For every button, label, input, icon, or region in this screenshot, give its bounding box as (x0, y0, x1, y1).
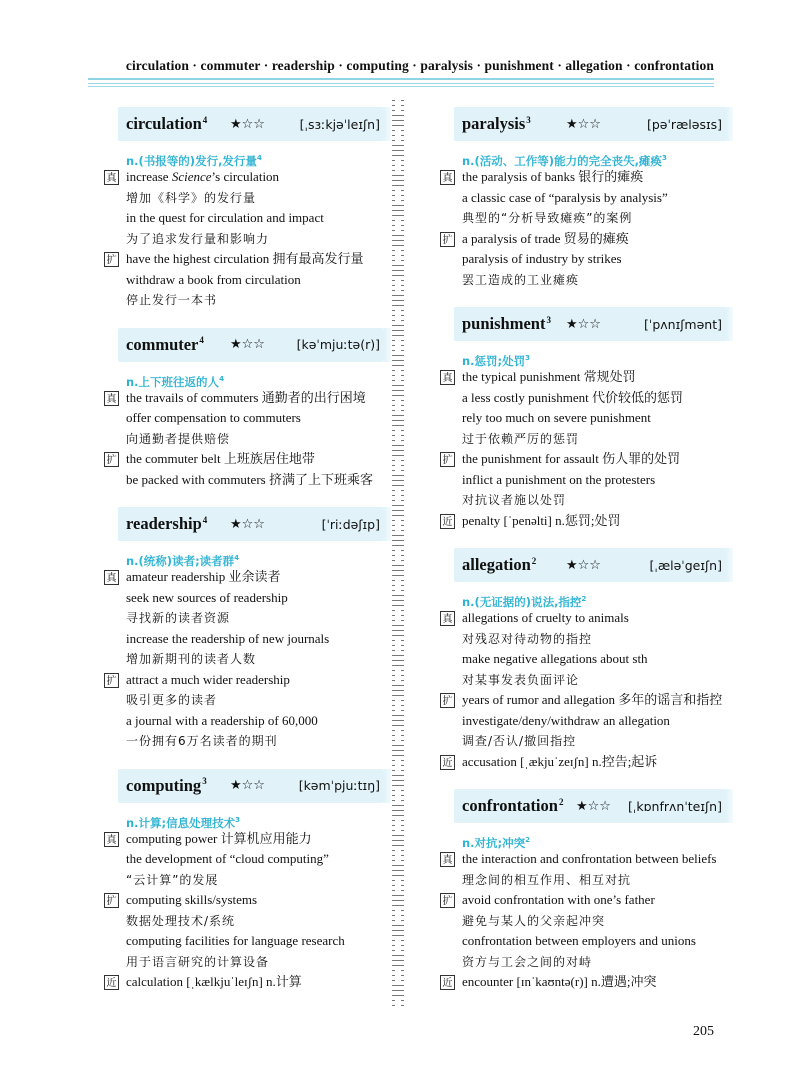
headword-bar (118, 769, 384, 803)
example-line: the development of “cloud computing” (126, 851, 329, 866)
example-line: the travails of commuters 通勤者的出行困境 (126, 389, 366, 405)
star-rating: ★☆☆ (566, 557, 601, 573)
phonetic: [ˈriːdəʃɪp] (321, 516, 380, 532)
near-tag-icon: 近 (440, 975, 455, 990)
frequency-number: 4 (202, 514, 208, 525)
example-line: 增加《科学》的发行量 (126, 190, 257, 205)
frequency-number: 2 (558, 796, 564, 807)
example-line: the interaction and confrontation between beliefs (462, 851, 717, 866)
example-line: 对残忍对待动物的指控 (462, 631, 593, 646)
running-head: circulation · commuter · readership · computing · paralysis · punishment · allegation · confrontation (125, 58, 714, 73)
phonetic: [pəˈræləsɪs] (646, 116, 722, 132)
example-line: 数据处理技术/系统 (126, 913, 236, 928)
headword-bar (454, 789, 726, 823)
example-line: 调查/否认/撤回指控 (462, 734, 577, 748)
frequency-number: 4 (202, 114, 208, 125)
real-tag-icon: 真 (104, 570, 119, 585)
right-column (440, 107, 726, 993)
example-line: paralysis of industry by strikes (462, 251, 622, 266)
extend-tag-icon: 扩 (104, 452, 119, 467)
example-line: years of rumor and allegation 多年的谣言和指控 (462, 692, 723, 707)
star-rating: ★☆☆ (230, 116, 265, 132)
example-line: be packed with commuters 挤满了上下班乘客 (126, 471, 373, 487)
part-of-speech-definition: n.对抗;冲突$^2$ (462, 835, 531, 850)
entry-commuter (104, 328, 384, 491)
entry-punishment (440, 307, 726, 531)
real-tag-icon: 真 (440, 852, 455, 867)
example-line: “云计算”的发展 (126, 872, 219, 887)
frequency-number: 4 (199, 335, 204, 345)
entry-circulation (104, 107, 384, 311)
example-line: 过于依赖严厉的惩罚 (462, 431, 580, 446)
real-tag-icon: 真 (104, 391, 119, 406)
headword-bar (118, 107, 384, 141)
example-line: the commuter belt 上班族居住地带 (126, 451, 315, 466)
headword: paralysis$^3$ (462, 114, 531, 133)
real-tag-icon: 真 (104, 832, 119, 847)
entry-paralysis (440, 107, 726, 290)
entry-readership (104, 507, 384, 752)
near-synonyms (440, 752, 726, 773)
star-rating: ★☆☆ (576, 798, 611, 814)
entry-computing (104, 769, 384, 993)
near-synonyms (440, 972, 726, 993)
star-rating: ★☆☆ (230, 337, 265, 352)
part-of-speech-definition: n.上下班往返的人$^4$ (126, 374, 224, 389)
real-examples (104, 167, 384, 249)
example-line: computing power 计算机应用能力 (126, 830, 312, 846)
example-line: inflict a punishment on the protesters (462, 471, 656, 487)
example-line: 向通勤者提供赔偿 (126, 431, 231, 446)
example-line: computing facilities for language research (126, 933, 345, 948)
extend-tag-icon: 扩 (104, 893, 119, 908)
headword: punishment$^3$ (462, 314, 551, 333)
extended-examples (104, 449, 384, 490)
example-line: confrontation between employers and unions (462, 933, 696, 948)
star-rating: ★☆☆ (566, 316, 601, 332)
example-line: 资方与工会之间的对峙 (462, 954, 593, 969)
example-line: 为了追求发行量和影响力 (126, 231, 270, 246)
extended-examples (440, 690, 726, 752)
example-line: 寻找新的读者资源 (126, 611, 231, 625)
example-line: calculation [ˌkælkjuˈleɪʃn] n.计算 (126, 974, 302, 989)
example-line: the paralysis of banks 银行的瘫痪 (462, 169, 644, 184)
headword: readership$^4$ (126, 514, 208, 533)
part-of-speech-definition: n.(活动、工作等)能力的完全丧失,瘫痪$^3$ (462, 153, 667, 168)
extended-examples (440, 890, 726, 972)
star-rating: ★☆☆ (230, 778, 265, 793)
example-line: offer compensation to commuters (126, 410, 301, 425)
part-of-speech-definition: n.(书报等的)发行,发行量$^4$ (126, 153, 262, 168)
page-number: 205 (693, 1024, 714, 1039)
real-tag-icon: 真 (440, 611, 455, 626)
example-line: accusation [ˌækjuˈzeɪʃn] n.控告;起诉 (462, 753, 658, 769)
example-line: have the highest circulation 拥有最高发行量 (126, 251, 364, 266)
column-divider (392, 98, 404, 1008)
example-line: a paralysis of trade 贸易的瘫痪 (462, 230, 629, 246)
example-line: increase the readership of new journals (126, 630, 330, 646)
phonetic: [ˌkɒnfrʌnˈteɪʃn] (628, 798, 722, 814)
example-line: 一份拥有6万名读者的期刊 (126, 734, 278, 748)
example-line: a journal with a readership of 60,000 (126, 712, 318, 728)
header-rule (88, 78, 714, 88)
part-of-speech-definition: n.计算;信息处理技术$^3$ (126, 815, 241, 830)
frequency-number: 2 (531, 555, 537, 566)
headword-bar (118, 328, 384, 362)
headword: circulation$^4$ (126, 114, 208, 133)
extended-examples (440, 229, 726, 291)
real-examples (440, 608, 726, 690)
example-line: amateur readership 业余读者 (126, 569, 281, 584)
example-line: 吸引更多的读者 (126, 693, 218, 707)
phonetic: [kəmˈpjuːtɪŋ] (298, 778, 380, 793)
example-line: 增加新期刊的读者人数 (126, 652, 257, 666)
star-rating: ★☆☆ (230, 516, 265, 532)
real-examples (440, 167, 726, 229)
example-line: seek new sources of readership (126, 589, 288, 605)
frequency-number: 3 (202, 776, 207, 786)
real-examples (104, 829, 384, 891)
example-line: avoid confrontation with one’s father (462, 892, 655, 907)
real-tag-icon: 真 (104, 170, 119, 185)
example-line: 对抗议者施以处罚 (462, 493, 567, 507)
example-line: penalty [ˈpenəlti] n.惩罚;处罚 (462, 512, 621, 528)
example-line: the punishment for assault 伤人罪的处罚 (462, 451, 681, 466)
example-line: a classic case of “paralysis by analysis” (462, 189, 668, 205)
phonetic: [ˈpʌnɪʃmənt] (644, 316, 722, 332)
example-line: 罢工造成的工业瘫痪 (462, 272, 580, 287)
real-examples (440, 367, 726, 449)
near-synonyms (440, 511, 726, 532)
extended-examples (440, 449, 726, 511)
part-of-speech-definition: n.(统称)读者;读者群$^4$ (126, 553, 240, 568)
phonetic: [kəˈmjuːtə(r)] (296, 337, 380, 352)
real-examples (104, 388, 384, 450)
example-line: make negative allegations about sth (462, 651, 648, 666)
extend-tag-icon: 扩 (440, 693, 455, 708)
headword: commuter$^4$ (126, 334, 204, 354)
real-tag-icon: 真 (440, 170, 455, 185)
headword: computing$^3$ (126, 775, 207, 795)
extend-tag-icon: 扩 (440, 232, 455, 247)
entry-confrontation (440, 789, 726, 993)
extended-examples (104, 890, 384, 972)
example-line: withdraw a book from circulation (126, 271, 301, 287)
example-line: allegations of cruelty to animals (462, 610, 629, 625)
example-line: increase Science’s circulation (126, 169, 280, 184)
extend-tag-icon: 扩 (440, 452, 455, 467)
example-line: investigate/deny/withdraw an allegation (462, 712, 670, 728)
example-line: 对某事发表负面评论 (462, 672, 580, 687)
real-examples (104, 567, 384, 670)
real-examples (440, 849, 726, 890)
headword-bar (118, 507, 384, 541)
example-line: computing skills/systems (126, 892, 258, 907)
example-line: 避免与某人的父亲起冲突 (462, 913, 606, 928)
frequency-number: 3 (526, 114, 531, 125)
example-line: encounter [ɪnˈkaʊntə(r)] n.遭遇;冲突 (462, 974, 657, 989)
near-tag-icon: 近 (104, 975, 119, 990)
part-of-speech-definition: n.惩罚;处罚$^3$ (462, 353, 531, 368)
star-rating: ★☆☆ (566, 116, 601, 132)
extend-tag-icon: 扩 (440, 893, 455, 908)
example-line: attract a much wider readership (126, 671, 290, 687)
example-line: the typical punishment 常规处罚 (462, 369, 636, 384)
near-tag-icon: 近 (440, 514, 455, 529)
headword-bar (454, 307, 726, 341)
extended-examples (104, 670, 384, 752)
example-line: 典型的“分析导致瘫痪”的案例 (462, 211, 633, 225)
near-tag-icon: 近 (440, 755, 455, 770)
example-line: 理念间的相互作用、相互对抗 (462, 872, 632, 887)
extend-tag-icon: 扩 (104, 252, 119, 267)
part-of-speech-definition: n.(无证据的)说法,指控$^2$ (462, 594, 587, 609)
entry-allegation (440, 548, 726, 772)
headword-bar (454, 107, 726, 141)
example-line: a less costly punishment 代价较低的惩罚 (462, 389, 683, 405)
near-synonyms (104, 972, 384, 993)
headword: confrontation$^2$ (462, 796, 564, 815)
headword: allegation$^2$ (462, 555, 537, 574)
example-line: 用于语言研究的计算设备 (126, 954, 270, 969)
frequency-number: 3 (546, 314, 551, 325)
example-line: rely too much on severe punishment (462, 410, 651, 425)
phonetic: [ˌsɜːkjəˈleɪʃn] (299, 116, 380, 132)
example-line: 停止发行一本书 (126, 293, 218, 307)
extended-examples (104, 249, 384, 311)
phonetic: [ˌæləˈgeɪʃn] (649, 557, 722, 573)
extend-tag-icon: 扩 (104, 673, 119, 688)
real-tag-icon: 真 (440, 370, 455, 385)
left-column (104, 107, 384, 993)
headword-bar (454, 548, 726, 582)
example-line: in the quest for circulation and impact (126, 210, 324, 225)
